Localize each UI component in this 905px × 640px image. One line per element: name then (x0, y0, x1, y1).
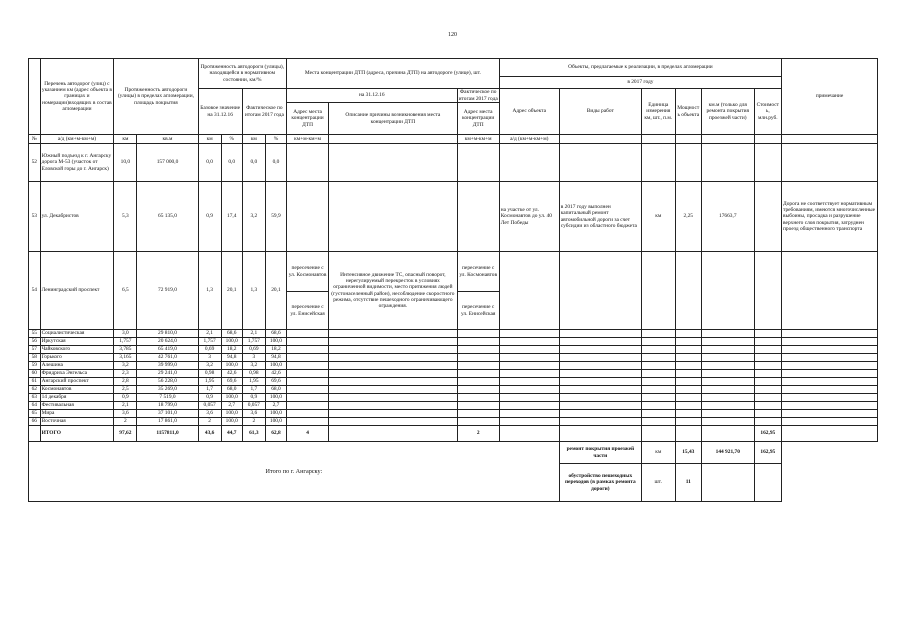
page-number: 120 (448, 32, 457, 38)
object-address: на участке от ул. Космонавтов до ул. 40 Лет Победы (499, 182, 559, 252)
hdr-normative: Протяженность автодороги (улицы), находящейся в нормативном состоянии, км/% (198, 59, 286, 89)
hdr-base-value: Базовое значение на 31.12.16 (198, 89, 242, 135)
hdr-length: Протяженность автодороги (улицы) в пределах агломерации, площадь покрытия (114, 59, 198, 135)
road-name: Южный подъезд к г. Ангарску дорога М-53 (участок от Еловской горы до г. Ангарск) (40, 144, 114, 182)
road-name: Ленинградский проспект (40, 252, 114, 330)
dtp-address-2017: пересечение с ул. Енисейская (457, 292, 499, 330)
hdr-note: примечание (782, 59, 878, 135)
summary-row: обустройство пешеходных переходов (в рамках ремонта дороги) шт. 11 (29, 464, 878, 502)
hdr-dtp-address: Адрес места концентрации ДТП (287, 103, 329, 135)
dtp-address: пересечение с ул. Космонавтов (287, 252, 329, 292)
unit-pct: % (265, 135, 286, 144)
table-row: 52 Южный подъезд к г. Ангарску дорога М-53 (участок от Еловской горы до г. Ангарск) 10,0 157 000,0 0,0 0,0 0,0 0,0 (29, 144, 878, 182)
dtp-reason: Интенсивное движение ТС, опасный поворот, нерегулируемый перекресток в условиях ограниченной видимости, место притяжения людей (густонаселенный район), несоблюдение скоростного режима, отсутствие пешеходного ограничивающего ограждения. (329, 252, 457, 330)
roads-table (28, 58, 878, 502)
hdr-fact-2017: Фактическое по итогам 2017 года (242, 89, 286, 135)
table-row: 60 Фридриха Энгельса 2,3 29 241,0 0,98 42,6 0,98 42,6 (29, 370, 878, 378)
unit-km: км (198, 135, 221, 144)
hdr-capacity: Мощность объекта (675, 89, 701, 135)
hdr-year-2017: в 2017 году (499, 77, 781, 89)
hdr-work-types: Виды работ (559, 89, 641, 135)
hdr-dtp-address-2017: Адрес места концентрации ДТП (457, 103, 499, 135)
hdr-dtp-reason: Описание причины возникновения места концентрации ДТП (329, 103, 457, 135)
total-row: ИТОГО 97,62 1157811,0 43,6 44,7 61,3 62,8 4 2 162,95 (29, 426, 878, 442)
note-text: Дорога не соответствует нормативным требованиям, имеются многочисленные выбоины, просадка и разрушение верхнего слоя покрытия, затруднен проезд общественного транспорта (782, 182, 878, 252)
unit-km: км (114, 135, 137, 144)
hdr-object-address: Адрес объекта (499, 89, 559, 135)
unit-road: а/д (км+м-км+м) (40, 135, 114, 144)
hdr-roads-list: Перечень автодорог (улиц) с указанием км (адрес объекта в границах и номерации)входящих в состав агломерации (40, 59, 114, 135)
table-row: 65 Мира 3,6 37 101,0 3,6 100,0 3,6 100,0 (29, 410, 878, 418)
unit-pct: % (221, 135, 242, 144)
work-description: в 2017 году выполнен капитальный ремонт автомобильной дороги за счет субсидии из областного бюджета (559, 182, 641, 252)
hdr-dtp-places: Места концентрации ДТП (адреса, причина ДТП) на автодороге (улице), шт. (287, 59, 500, 89)
table-row: 61 Ангарский проспект 2,8 56 228,0 1,95 69,6 1,95 69,6 (29, 378, 878, 386)
dtp-address: пересечение с ул. Енисейская (287, 292, 329, 330)
hdr-fact-2017-dtp: Фактическое по итогам 2017 года (458, 89, 498, 102)
table-row: 58 Горького 3,165 42 761,0 3 94,8 3 94,8 (29, 354, 878, 362)
table-row: 66 Восточная 2 17 861,0 2 100,0 2 100,0 (29, 418, 878, 426)
table-row: 63 14 декабря 0,9 7 519,0 0,9 100,0 0,9 100,0 (29, 394, 878, 402)
table-row: 53 ул. Декабристов 5,3 65 135,0 0,9 17,4 3,2 59,9 на участке от ул. Космонавтов до ул. 40 Лет Победы в 2017 году выполнен капитальный ремонт автомобильной дороги за счет субсидии из областного бюджета км 2,25 17663,7 Дорога не соответствует нормативным требованиям, имеются многочисленные выбоины, просадка и разрушение верхнего слоя покрытия, затруднен проезд общественного транспорта (29, 182, 878, 252)
table-row: 57 Чайковского 3,785 65 419,0 0,69 18,2 0,69 18,2 (29, 346, 878, 354)
hdr-cost: Стоимость, млн.руб. (754, 89, 781, 135)
total-label: ИТОГО (40, 426, 114, 442)
table-row: 55 Социалистическая 3,0 29 810,0 2,1 68,6 2,1 68,6 (29, 330, 878, 338)
unit-dtp-km: км+м-км+м (287, 135, 329, 144)
unit-dtp-km: км+м-км+м (457, 135, 499, 144)
table-row: 59 Алешина 3,2 39 999,0 3,2 100,0 3,2 100,0 (29, 362, 878, 370)
hdr-km-repair: км.м (только для ремонта покрытия проезжей части) (701, 89, 754, 135)
summary-row: Итого по г. Ангарску: ремонт покрытия проезжей части км 15,43 144 921,70 162,95 (29, 442, 878, 464)
unit-num: № (29, 135, 41, 144)
unit-m2: кв.м (137, 135, 198, 144)
hdr-unit: Единица измерения км, шт., п.м. (641, 89, 675, 135)
table-row: 62 Космонавтов 2,5 35 269,0 1,7 68,0 1,7 68,0 (29, 386, 878, 394)
hdr-on-date: на 31.12.16 (287, 89, 458, 103)
table-row: 64 Фестивальная 2,1 18 799,0 0,057 2,7 0,057 2,7 (29, 402, 878, 410)
unit-km: км (242, 135, 265, 144)
table-row: 56 Иркутская 1,757 20 624,0 1,757 100,0 1,757 100,0 (29, 338, 878, 346)
road-name: ул. Декабристов (40, 182, 114, 252)
summary-label: Итого по г. Ангарску: (29, 442, 560, 502)
hdr-objects: Объекты, предлагаемые к реализации, в пределах агломерации (499, 59, 781, 77)
unit-obj-km: а/д (км+м-км+м) (499, 135, 559, 144)
table-row: 54 Ленинградский проспект 6,5 72 919,0 1,3 20,1 1,3 20,1 пересечение с ул. Космонавтов Интенсивное движение ТС, опасный поворот, нерегулируемый перекресток в условиях ограниченной видимости, место притяжения людей (густонаселенный район), несоблюдение скоростного режима, отсутствие пешеходного ограничивающего ограждения. пересечение с ул. Космонавтов (29, 252, 878, 292)
dtp-address-2017: пересечение с ул. Космонавтов (457, 252, 499, 292)
